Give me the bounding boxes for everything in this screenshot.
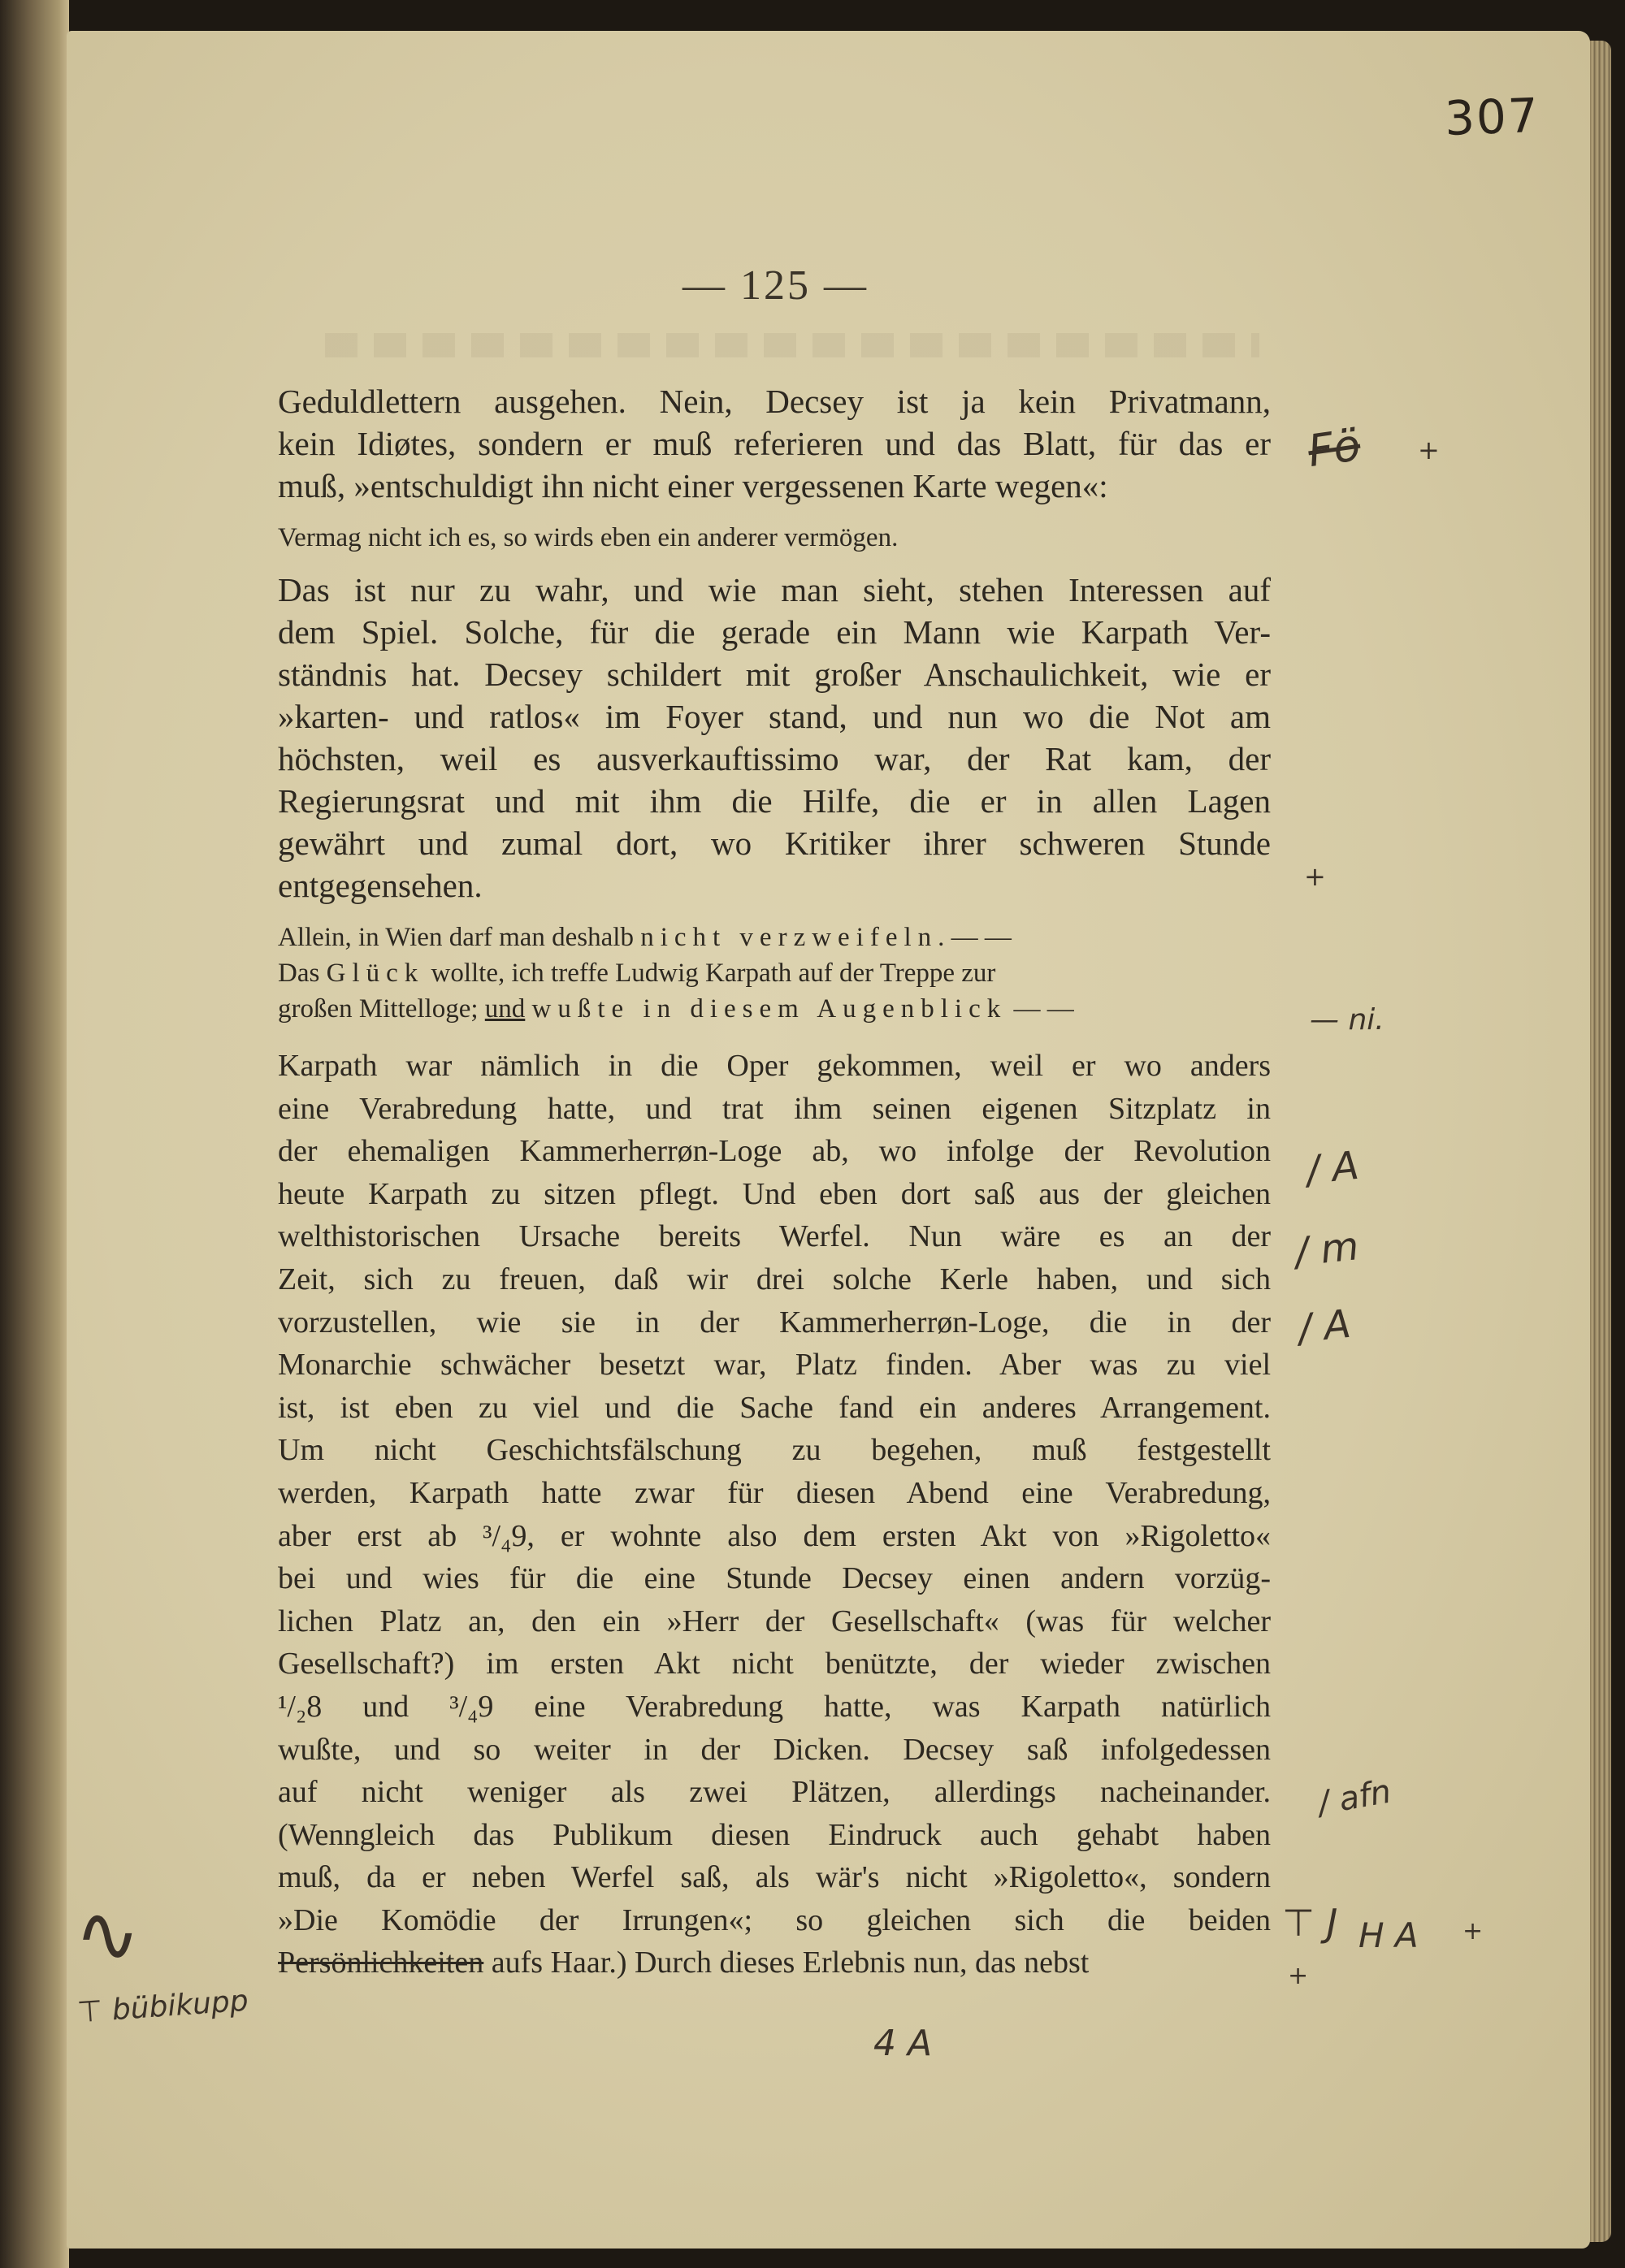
text-line: gewährt und zumal dort, wo Kritiker ihrer schweren Stunde — [278, 825, 1271, 862]
main-text — [278, 380, 1271, 1984]
text-line: entgegensehen. — [278, 867, 483, 904]
quote-line: Allein, in Wien darf man deshalb nicht verzweifeln. — — — [278, 923, 1012, 952]
text-line: (Wenngleich das Publikum diesen Eindruck auch gehabt haben — [278, 1817, 1271, 1852]
margin-note: ∿ — [75, 1889, 141, 1980]
margin-note: + — [1304, 861, 1326, 892]
text-line: Zeit, sich zu freuen, daß wir drei solche Kerle haben, und sich — [278, 1262, 1271, 1296]
quote-line: Vermag nicht ich es, so wirds eben ein anderer vermögen. — [278, 523, 899, 552]
text-line: Persönlichkeiten aufs Haar.) Durch dieses Erlebnis nun, das nebst — [278, 1946, 1090, 1980]
text-line: ist, ist eben zu viel und die Sache fand ein anderes Arrangement. — [278, 1390, 1271, 1425]
text-line: muß, da er neben Werfel saß, als wär's nicht »Rigoletto«, sondern — [278, 1860, 1271, 1895]
text-line: eine Verabredung hatte, und trat ihm seinen eigenen Sitzplatz in — [278, 1091, 1271, 1126]
text-line: Gesellschaft?) im ersten Akt nicht benützte, der wieder zwischen — [278, 1647, 1271, 1682]
page-number: — 125 — — [682, 262, 869, 309]
quote-line: großen Mittelloge; und wußte in diesem Augenblick — — — [278, 994, 1074, 1024]
text-line: ¹/₂8 und ³/₄9 eine Verabredung hatte, was Karpath natürlich — [278, 1689, 1271, 1724]
text-line: Geduldlettern ausgehen. Nein, Decsey ist ja kein Privatmann, — [278, 383, 1271, 420]
text-line: Um nicht Geschichtsfälschung zu begehen, muß festgestellt — [278, 1433, 1271, 1468]
text-line: höchsten, weil es ausverkauftissimo war, der Rat kam, der — [278, 740, 1271, 777]
margin-note: — ni. — [1310, 1003, 1384, 1037]
text-line: aber erst ab ³/₄9, er wohnte also dem ersten Akt von »Rigoletto« — [278, 1518, 1271, 1553]
text-line: dem Spiel. Solche, für die gerade ein Mann wie Karpath Ver- — [278, 613, 1271, 651]
handwritten-folio-number: 307 — [1443, 87, 1540, 147]
paragraph-1 — [278, 380, 1271, 507]
margin-note: / A — [1296, 1301, 1354, 1353]
text-line: Regierungsrat und mit ihm die Hilfe, die er in allen Lagen — [278, 782, 1271, 820]
text-line: wußte, und so weiter in der Dicken. Decsey saß infolgedessen — [278, 1732, 1271, 1767]
margin-note: / A — [1304, 1142, 1362, 1194]
text-line: kein Idiøtes, sondern er muß referieren und das Blatt, für das er — [278, 425, 1271, 462]
show-through-text — [325, 333, 1259, 357]
text-line: heute Karpath zu sitzen pflegt. Und eben dort saß aus der gleichen — [278, 1176, 1271, 1211]
paragraph-3 — [278, 1045, 1271, 1984]
text-line: lichen Platz an, den ein »Herr der Gesellschaft« (was für welcher — [278, 1604, 1271, 1638]
margin-note: H A — [1358, 1915, 1419, 1955]
margin-note: + — [1288, 1962, 1309, 1990]
text-line: »karten- und ratlos« im Foyer stand, und nun wo die Not am — [278, 698, 1271, 735]
text-line: bei und wies für die eine Stunde Decsey einen andern vorzüg- — [278, 1561, 1271, 1596]
text-line: ständnis hat. Decsey schildert mit großer Anschaulichkeit, wie er — [278, 656, 1271, 693]
quote-1 — [278, 520, 1271, 556]
book-binding-shadow — [0, 0, 69, 2268]
margin-note: + — [1418, 435, 1440, 465]
text-line: auf nicht weniger als zwei Plätzen, allerdings nacheinander. — [278, 1775, 1271, 1810]
margin-note: ⊤ J — [1282, 1901, 1338, 1945]
margin-note: 4 A — [873, 2023, 933, 2064]
margin-note: Fö — [1304, 418, 1364, 478]
text-line: welthistorischen Ursache bereits Werfel. Nun wäre es an der — [278, 1219, 1271, 1254]
margin-note: ⊤ bübikupp — [76, 1984, 249, 2030]
margin-note: + — [1462, 1917, 1484, 1946]
quote-line: Das Glück wollte, ich treffe Ludwig Karpath auf der Treppe zur — [278, 959, 996, 988]
text-line: Karpath war nämlich in die Oper gekommen, weil er wo anders — [278, 1049, 1271, 1083]
text-line: der ehemaligen Kammerherrøn-Loge ab, wo infolge der Revolution — [278, 1134, 1271, 1169]
text-line: Das ist nur zu wahr, und wie man sieht, stehen Interessen auf — [278, 571, 1271, 608]
text-line: werden, Karpath hatte zwar für diesen Abend eine Verabredung, — [278, 1475, 1271, 1510]
quote-2 — [278, 920, 1271, 1027]
text-line: muß, »entschuldigt ihn nicht einer vergessenen Karte wegen«: — [278, 467, 1108, 504]
text-line: vorzustellen, wie sie in der Kammerherrøn-Loge, die in der — [278, 1305, 1271, 1340]
paragraph-2 — [278, 569, 1271, 907]
text-line: »Die Komödie der Irrungen«; so gleichen sich die beiden — [278, 1902, 1271, 1937]
margin-note: / afn — [1315, 1772, 1394, 1823]
text-line: Monarchie schwächer besetzt war, Platz finden. Aber was zu viel — [278, 1348, 1271, 1383]
margin-note: / m — [1293, 1223, 1361, 1275]
